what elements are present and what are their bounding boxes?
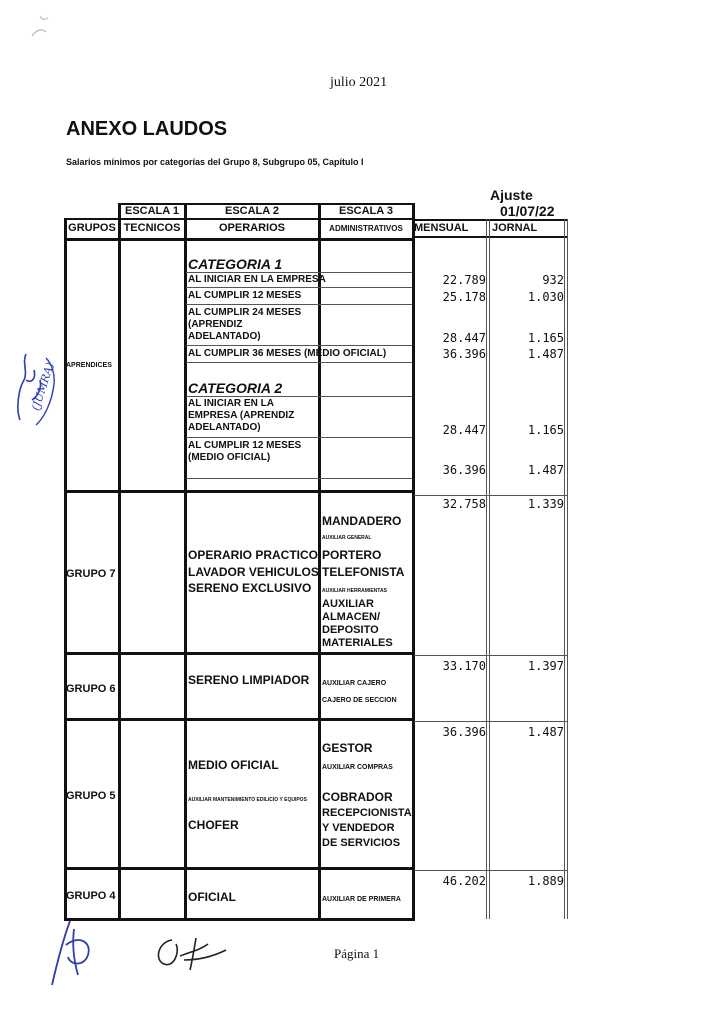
aprendiz-row-1-text: AL INICIAR EN LA EMPRESA: [188, 274, 326, 285]
page-title: ANEXO LAUDOS: [66, 118, 228, 140]
grupo-4-mensual: 46.202: [442, 874, 486, 888]
aprendiz-row-6-jornal: 1.487: [527, 463, 564, 477]
grupo-4-label: GRUPO 4: [66, 890, 116, 902]
grupo-6-admin-1: AUXILIAR CAJERO: [322, 680, 387, 687]
escala-3-header: ESCALA 3: [339, 205, 393, 217]
grupo-4-admin: AUXILIAR DE PRIMERA: [322, 896, 401, 903]
col-jornal: JORNAL: [492, 222, 538, 234]
aprendiz-row-3-jornal: 1.165: [527, 331, 564, 345]
grupo-7-admin-mandadero: MANDADERO: [322, 514, 402, 528]
grupo-5-operario-2: AUXILIAR MANTENIMIENTO EDILICIO Y EQUIPOS: [188, 797, 307, 803]
grupo-5-jornal: 1.487: [527, 725, 564, 739]
signature-center-icon: [150, 930, 230, 975]
aprendiz-row-1-mensual: 22.789: [442, 273, 486, 287]
grupo-5-admin-2: AUXILIAR COMPRAS: [322, 764, 393, 771]
grupo-5-label: GRUPO 5: [66, 790, 116, 802]
grupo-5-operario-1: MEDIO OFICIAL: [188, 758, 279, 772]
grupo-6-jornal: 1.397: [527, 659, 564, 673]
aprendiz-row-2-jornal: 1.030: [527, 290, 564, 304]
escala-1-header: ESCALA 1: [125, 205, 179, 217]
grupo-7-mensual: 32.758: [442, 497, 486, 511]
page-number: Página 1: [334, 946, 380, 961]
col-tecnicos: TECNICOS: [123, 222, 181, 234]
grupo-6-operario: SERENO LIMPIADOR: [188, 673, 310, 687]
grupo-5-admin-1: GESTOR: [322, 741, 373, 755]
grupo-7-admin-aux-general: AUXILIAR GENERAL: [322, 535, 372, 541]
grupo-6-mensual: 33.170: [442, 659, 486, 673]
page-subtitle: Salarios mínimos por categorías del Grupo 8, Subgrupo 05, Capítulo I: [66, 157, 364, 167]
grupo-7-admin-telefonista: TELEFONISTA: [322, 565, 405, 579]
categoria-1-heading: CATEGORIA 1: [188, 256, 283, 272]
corner-mark-icon: [26, 6, 66, 46]
aprendiz-row-5-text: AL INICIAR EN LA EMPRESA (APRENDIZ ADELANTADO): [188, 398, 295, 433]
grupo-aprendices-label: APRENDICES: [66, 362, 112, 369]
aprendiz-row-6-mensual: 36.396: [442, 463, 486, 477]
adjust-label: Ajuste: [490, 187, 533, 203]
grupo-5-operario-3: CHOFER: [188, 818, 239, 832]
aprendiz-row-4-text: AL CUMPLIR 36 MESES (MEDIO OFICIAL): [188, 348, 387, 359]
document-date: julio 2021: [330, 75, 388, 90]
aprendiz-row-5-jornal: 1.165: [527, 423, 564, 437]
col-administrativos: ADMINISTRATIVOS: [329, 224, 403, 233]
grupo-7-admin-portero: PORTERO: [322, 548, 382, 562]
grupo-4-jornal: 1.889: [527, 874, 564, 888]
grupo-7-operario-2: LAVADOR VEHICULOS: [188, 565, 319, 579]
col-grupos: GRUPOS: [68, 222, 116, 234]
signature-left-icon: [44, 915, 104, 990]
grupo-7-operario-1: OPERARIO PRACTICO: [188, 548, 319, 562]
aprendiz-row-2-text: AL CUMPLIR 12 MESES: [188, 290, 302, 301]
adjust-date: 01/07/22: [500, 203, 555, 219]
grupo-4-operario: OFICIAL: [188, 890, 236, 904]
grupo-5-admin-3: COBRADOR: [322, 790, 393, 804]
grupo-7-admin-aux-almacen: AUXILIAR ALMACEN/ DEPOSITO MATERIALES: [322, 598, 393, 649]
grupo-7-jornal: 1.339: [527, 497, 564, 511]
aprendiz-row-5-mensual: 28.447: [442, 423, 486, 437]
grupo-7-admin-aux-herramientas: AUXILIAR HERRAMIENTAS: [322, 588, 387, 594]
categoria-2-heading: CATEGORIA 2: [188, 380, 283, 396]
aprendiz-row-6-text: AL CUMPLIR 12 MESES (MEDIO OFICIAL): [188, 440, 302, 463]
col-operarios: OPERARIOS: [218, 222, 285, 234]
aprendiz-row-2-mensual: 25.178: [442, 290, 486, 304]
aprendiz-row-1-jornal: 932: [542, 273, 564, 287]
grupo-7-label: GRUPO 7: [66, 568, 116, 580]
aprendiz-row-3-text: AL CUMPLIR 24 MESES (APRENDIZ ADELANTADO): [188, 307, 302, 342]
aprendiz-row-4-mensual: 36.396: [442, 347, 486, 361]
margin-note: (JUMRA): [29, 360, 57, 413]
grupo-7-operario-3: SERENO EXCLUSIVO: [188, 581, 312, 595]
aprendiz-row-4-jornal: 1.487: [527, 347, 564, 361]
grupo-5-admin-4: RECEPCIONISTA Y VENDEDOR DE SERVICIOS: [322, 807, 412, 849]
aprendiz-row-3-mensual: 28.447: [442, 331, 486, 345]
grupo-5-mensual: 36.396: [442, 725, 486, 739]
col-mensual: MENSUAL: [414, 222, 469, 234]
grupo-6-label: GRUPO 6: [66, 683, 116, 695]
escala-2-header: ESCALA 2: [225, 205, 279, 217]
grupo-6-admin-2: CAJERO DE SECCION: [322, 697, 397, 704]
